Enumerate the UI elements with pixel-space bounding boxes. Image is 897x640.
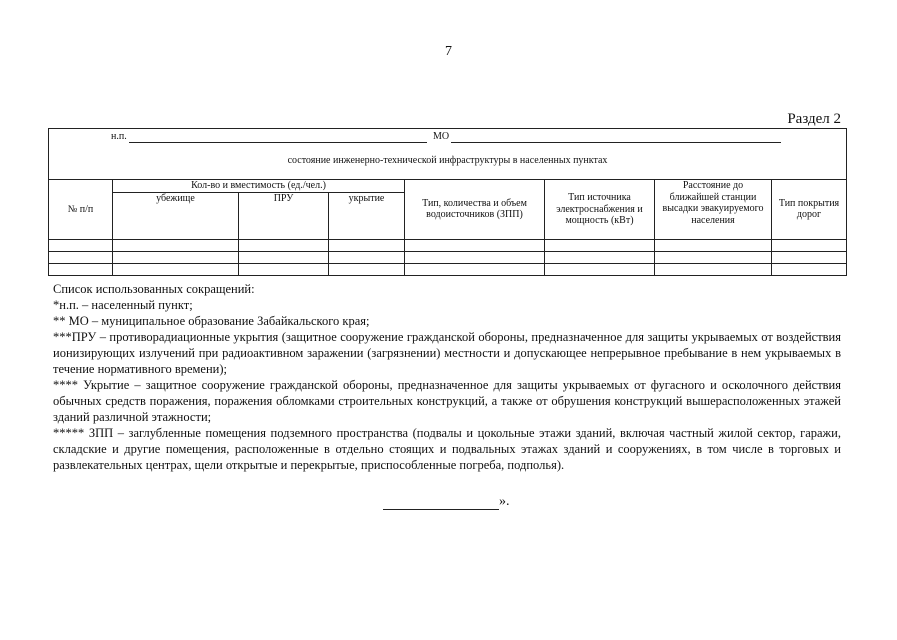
closing-line	[383, 494, 510, 510]
table-row	[49, 239, 847, 251]
col-water-header: Тип, количества и объем водоисточников (ЗПП)	[405, 180, 545, 240]
settlement-header	[49, 129, 847, 180]
settlement-field: н.п.	[111, 131, 429, 143]
footnote-mo: ** МО – муниципальное образование Забайкальского края;	[53, 314, 370, 328]
signature-rule	[383, 495, 499, 510]
abbreviations-list	[53, 281, 841, 473]
col-cover-header: укрытие	[329, 192, 405, 239]
section-title: Раздел 2	[787, 111, 841, 127]
infrastructure-table	[48, 128, 847, 276]
col-distance-header: Расстояние до ближайшей станции высадки эвакуируемого населения	[655, 180, 772, 240]
footnote-np: *н.п. – населенный пункт;	[53, 298, 193, 312]
col-power-header: Тип источника электроснабжения и мощность (кВт)	[545, 180, 655, 240]
col-pru-header: ПРУ	[239, 192, 329, 239]
abbreviations-heading: Список использованных сокращений:	[53, 282, 255, 296]
footnote-pru: ***ПРУ – противорадиационные укрытия (защитное сооружение гражданской обороны, предназначенное для защиты укрываемых от воздействия ионизирующих излучений при радиоактивном заражении (загрязнении) местности и допускающее непрерывное пребывание в нем укрываемых в течение нормативного времени);	[53, 330, 841, 376]
closing-quote: ».	[499, 494, 510, 509]
col-road-header: Тип покрытия дорог	[772, 180, 847, 240]
table-row	[49, 263, 847, 275]
col-number-header: № п/п	[49, 180, 113, 240]
footnote-cover: **** Укрытие – защитное сооружение гражданской обороны, предназначенное для защиты укрываемых от фугасного и осколочного действия обычных средств поражения, поражения обломками строительных конструкций, а также от обрушения конструкций вышерасположенных этажей зданий различной этажности;	[53, 378, 841, 424]
capacity-group-header: Кол-во и вместимость (ед./чел.)	[113, 180, 405, 193]
table-row	[49, 251, 847, 263]
municipality-field: МО	[433, 131, 781, 143]
page-number: 7	[445, 44, 452, 59]
col-shelter-header: убежище	[113, 192, 239, 239]
table-title: состояние инженерно-технической инфраструктуры в населенных пунктах	[287, 155, 608, 166]
footnote-zpp: ***** ЗПП – заглубленные помещения подземного пространства (подвалы и цокольные этажи зданий, включая частный жилой сектор, гаражи, складские и другие помещения, расположенные в отдельно стоящих и подвальных этажах зданий и сооружениях, в том числе в торговых и развлекательных центрах, щели открытые и перекрытые, приспособленные погреба, подполья).	[53, 426, 841, 472]
